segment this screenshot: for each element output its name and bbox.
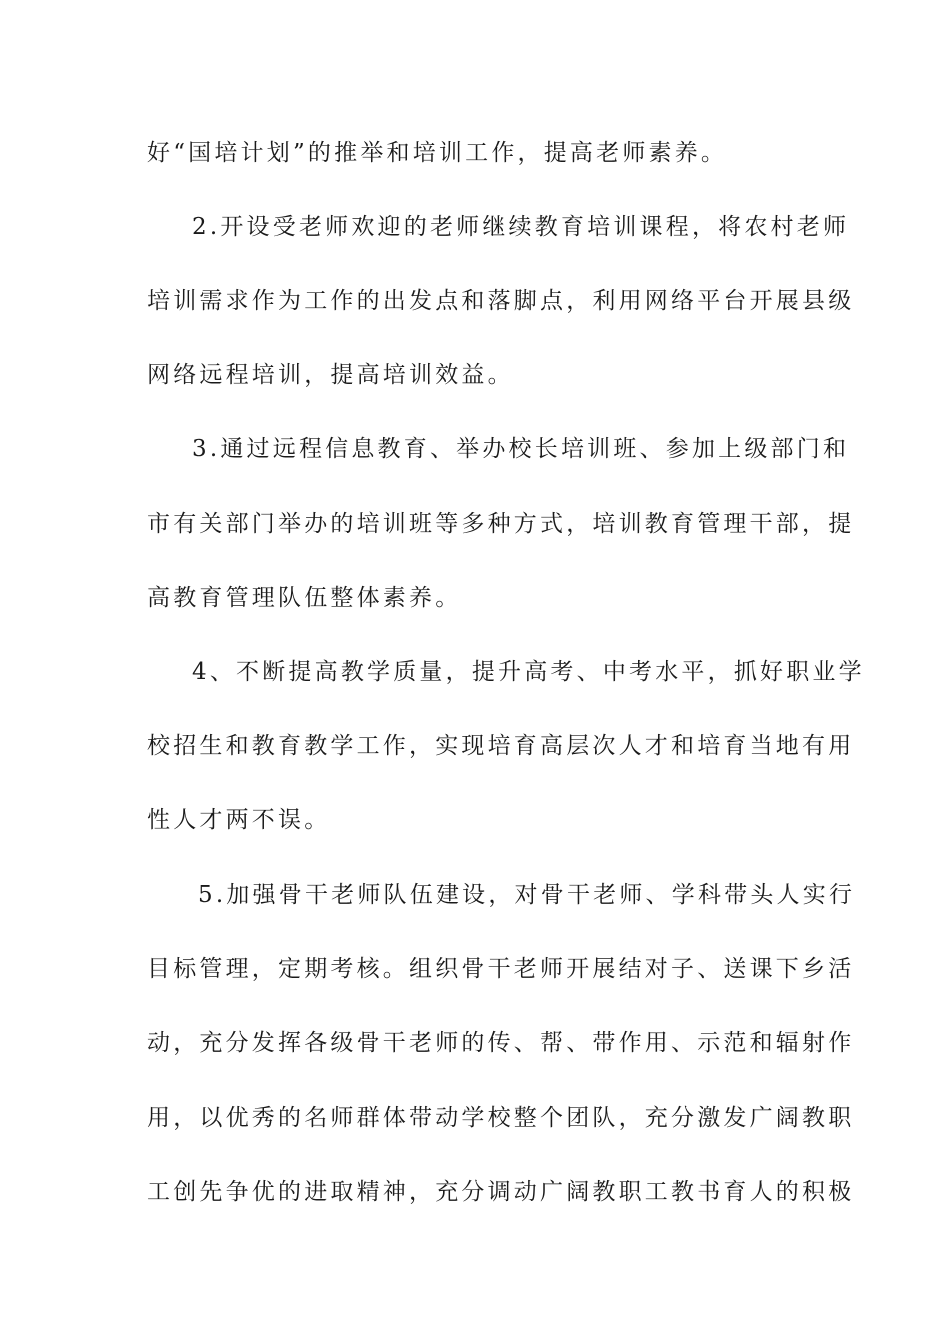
- text-line: 校招生和教育教学工作，实现培育高层次人才和培育当地有用: [147, 733, 855, 759]
- text-line: 性人才两不误。: [147, 807, 331, 833]
- text-line: 市有关部门举办的培训班等多种方式，培训教育管理干部，提: [147, 511, 855, 537]
- text-line: 目标管理，定期考核。组织骨干老师开展结对子、送课下乡活: [147, 956, 855, 982]
- text-line: 好“国培计划”的推举和培训工作，提高老师素养。: [147, 140, 728, 166]
- text-line: 用，以优秀的名师群体带动学校整个团队，充分激发广阔教职: [147, 1105, 855, 1131]
- text-line: 工创先争优的进取精神，充分调动广阔教职工教书育人的积极: [147, 1179, 855, 1205]
- text-line: 2.开设受老师欢迎的老师继续教育培训课程，将农村老师: [192, 214, 850, 240]
- text-line: 培训需求作为工作的出发点和落脚点，利用网络平台开展县级: [147, 288, 855, 314]
- text-line: 3.通过远程信息教育、举办校长培训班、参加上级部门和: [192, 436, 850, 462]
- text-line: 动，充分发挥各级骨干老师的传、帮、带作用、示范和辐射作: [147, 1030, 855, 1056]
- text-line: 高教育管理队伍整体素养。: [147, 585, 462, 611]
- text-line: 5.加强骨干老师队伍建设，对骨干老师、学科带头人实行: [198, 882, 856, 908]
- text-line: 网络远程培训，提高培训效益。: [147, 362, 514, 388]
- text-line: 4、不断提高教学质量，提升高考、中考水平，抓好职业学: [192, 659, 865, 685]
